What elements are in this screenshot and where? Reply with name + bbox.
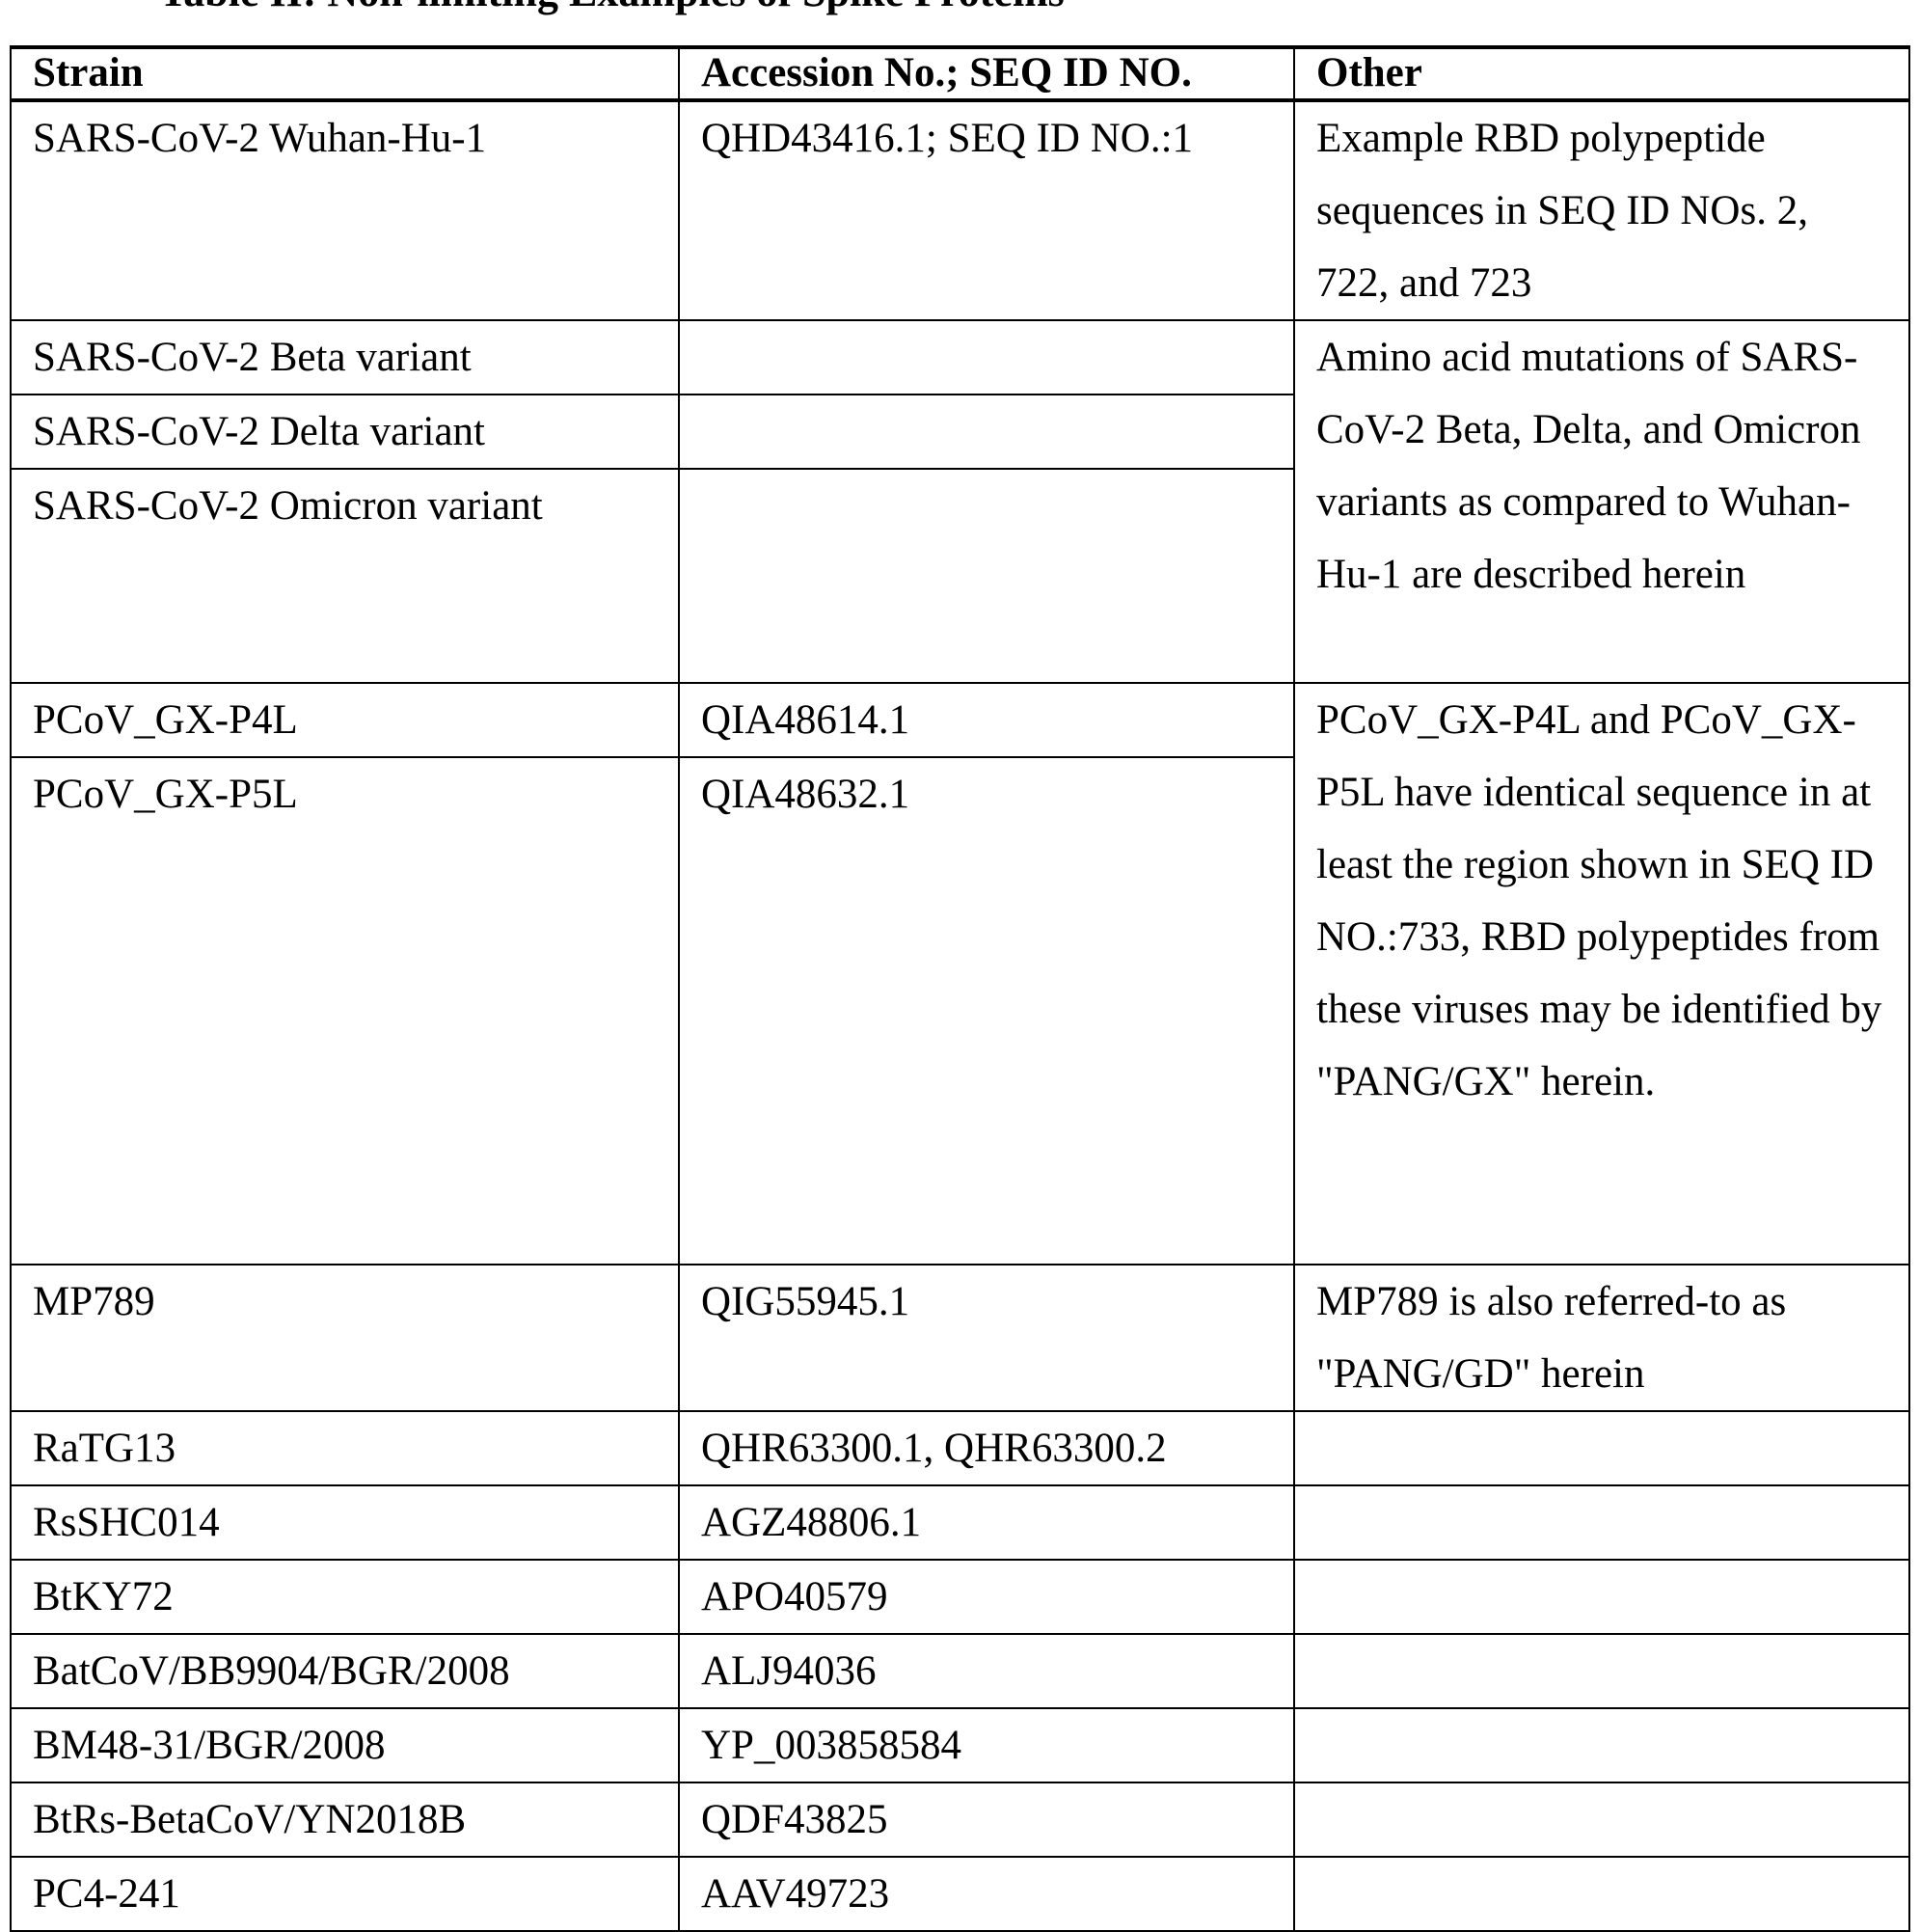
cell-accession: APO40579	[679, 1560, 1294, 1634]
cell-strain: SARS-CoV-2 Beta variant	[11, 320, 679, 395]
table-row	[11, 1411, 1909, 1485]
header-accession: Accession No.; SEQ ID NO.	[679, 47, 1294, 100]
cell-other: MP789 is also referred-to as "PANG/GD" herein	[1294, 1265, 1909, 1411]
cell-other: Amino acid mutations of SARS-CoV-2 Beta, Delta, and Omicron variants as compared to Wuhan-Hu-1 are described herein	[1294, 320, 1909, 683]
cell-strain: PC4-241	[11, 1857, 679, 1931]
cell-accession: ALJ94036	[679, 1634, 1294, 1708]
header-row	[11, 47, 1909, 100]
cell-other	[1294, 1782, 1909, 1857]
table-row	[11, 1634, 1909, 1708]
cell-accession	[679, 320, 1294, 395]
cell-other	[1294, 1411, 1909, 1485]
table-row	[11, 1708, 1909, 1782]
cell-other	[1294, 1857, 1909, 1931]
cell-accession: QIG55945.1	[679, 1265, 1294, 1411]
cell-other	[1294, 1485, 1909, 1560]
cell-strain: RaTG13	[11, 1411, 679, 1485]
cell-other	[1294, 1560, 1909, 1634]
table-row	[11, 1265, 1909, 1411]
cell-other: PCoV_GX-P4L and PCoV_GX-P5L have identical sequence in at least the region shown in SEQ ID NO.:733, RBD polypeptides from these viruses may be identified by "PANG/GX" herein.	[1294, 683, 1909, 1265]
cell-strain: BatCoV/BB9904/BGR/2008	[11, 1634, 679, 1708]
table-row	[11, 683, 1909, 757]
cell-accession: QIA48614.1	[679, 683, 1294, 757]
table-row	[11, 100, 1909, 320]
cell-strain: BtKY72	[11, 1560, 679, 1634]
cell-accession: AAV49723	[679, 1857, 1294, 1931]
cell-accession: AGZ48806.1	[679, 1485, 1294, 1560]
header-strain: Strain	[11, 47, 679, 100]
cell-strain: BM48-31/BGR/2008	[11, 1708, 679, 1782]
cell-strain: MP789	[11, 1265, 679, 1411]
table-row	[11, 320, 1909, 395]
header-other: Other	[1294, 47, 1909, 100]
table-row	[11, 1857, 1909, 1931]
cell-strain: SARS-CoV-2 Wuhan-Hu-1	[11, 100, 679, 320]
cell-accession: QIA48632.1	[679, 757, 1294, 1265]
table-title	[159, 0, 1065, 16]
cell-accession: YP_003858584	[679, 1708, 1294, 1782]
cell-accession: QHD43416.1; SEQ ID NO.:1	[679, 100, 1294, 320]
cell-strain: SARS-CoV-2 Omicron variant	[11, 469, 679, 683]
cell-accession: QHR63300.1, QHR63300.2	[679, 1411, 1294, 1485]
cell-accession: QDF43825	[679, 1782, 1294, 1857]
cell-strain: PCoV_GX-P5L	[11, 757, 679, 1265]
table-row	[11, 1782, 1909, 1857]
cell-other: Example RBD polypeptide sequences in SEQ ID NOs. 2, 722, and 723	[1294, 100, 1909, 320]
table-row	[11, 1485, 1909, 1560]
cell-strain: RsSHC014	[11, 1485, 679, 1560]
cell-other	[1294, 1634, 1909, 1708]
table-row	[11, 1560, 1909, 1634]
cell-accession	[679, 469, 1294, 683]
cell-strain: BtRs-BetaCoV/YN2018B	[11, 1782, 679, 1857]
cell-strain: SARS-CoV-2 Delta variant	[11, 395, 679, 469]
cell-other	[1294, 1708, 1909, 1782]
cell-accession	[679, 395, 1294, 469]
spike-proteins-table	[10, 45, 1910, 1932]
cell-strain: PCoV_GX-P4L	[11, 683, 679, 757]
